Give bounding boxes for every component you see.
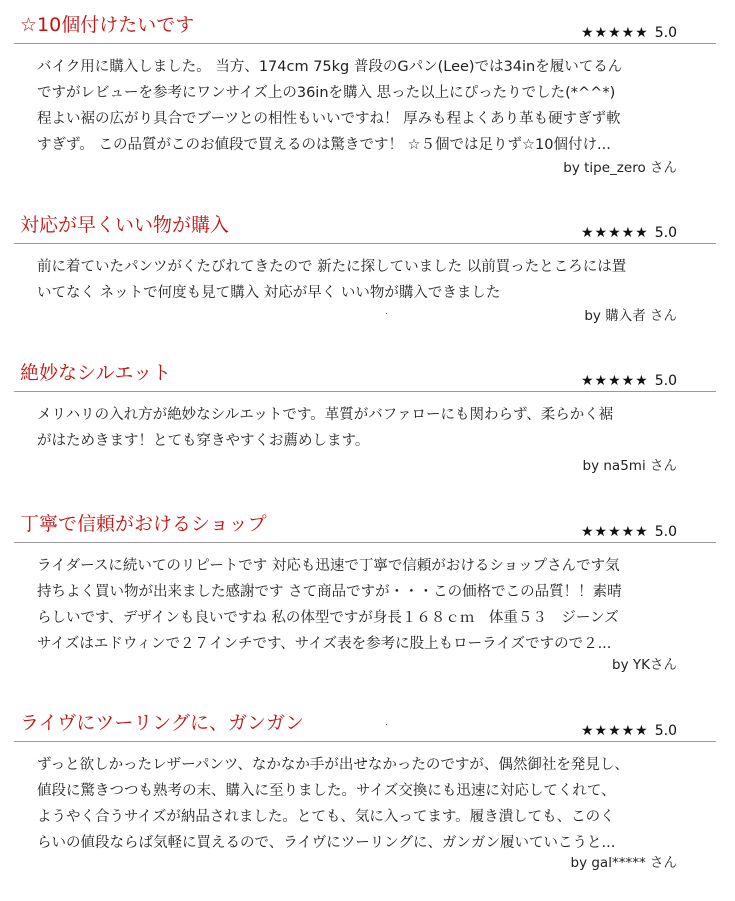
star-rating-icon: ★★★★★ <box>580 25 649 41</box>
review-body-line: バイク用に購入しました。 当方、174cm 75kg 普段のGパン(Lee)では34inを履いてるん <box>37 59 623 75</box>
review-body <box>37 752 687 856</box>
star-rating-icon: ★★★★★ <box>580 524 649 540</box>
star-rating-icon: ★★★★★ <box>580 373 649 389</box>
review-body-line: メリハリの入れ方が絶妙なシルエットです。革質がバファローにも関わらず、柔らかく裾 <box>37 407 614 423</box>
review-author: by tipe_zero さん <box>563 160 677 176</box>
review-body <box>37 54 687 158</box>
review-body-line: 値段に驚きつつも熟考の末、購入に至りました。サイズ交換にも迅速に対応してくれて、 <box>37 783 616 799</box>
review-title: 絶妙なシルエット <box>20 362 172 384</box>
stray-dot <box>386 313 387 314</box>
review-body-line: ライダースに続いてのリピートです 対応も迅速で丁寧で信頼がおけるショップさんです気 <box>37 558 620 574</box>
review-rating <box>581 371 677 391</box>
review-rating <box>581 223 677 243</box>
rating-score: 5.0 <box>654 25 677 41</box>
review-body <box>37 254 687 306</box>
review-rating <box>581 23 677 43</box>
rating-score: 5.0 <box>654 524 677 540</box>
rating-score: 5.0 <box>654 723 677 739</box>
review-body <box>37 553 687 657</box>
divider <box>14 542 716 543</box>
review-body <box>37 402 687 454</box>
review-rating <box>581 522 677 542</box>
stray-dot <box>386 724 387 725</box>
review-rating <box>581 721 677 741</box>
review-body-line: 前に着ていたパンツがくたびれてきたので 新たに探していました 以前買ったところには置 <box>37 259 627 275</box>
review-body-line: ようやく合うサイズが納品されました。とても、気に入ってます。履き潰しても、このく <box>37 809 615 825</box>
review-body-line: らしいです、デザインも良いですね 私の体型ですが身長１６８ｃｍ 体重５３ ジーンズ <box>37 610 619 626</box>
review-body-line: らいの値段ならば気軽に買えるので、ライヴにツーリングに、ガンガン履いていこうと... <box>37 835 616 851</box>
review-body-line: いてなく ネットで何度も見て購入 対応が早く いい物が購入できました <box>37 285 501 301</box>
review-body-line: ずっと欲しかったレザーパンツ、なかなか手が出せなかったのですが、偶然御社を発見し、 <box>37 757 629 773</box>
rating-score: 5.0 <box>654 373 677 389</box>
review-body-line: ですがレビューを参考にワンサイズ上の36inを購入 思った以上にぴったりでした(*^^*) <box>37 85 616 101</box>
divider <box>14 43 716 44</box>
review-author: by na5mi さん <box>582 458 677 474</box>
review-body-line: 持ちよく買い物が出来ました感謝です さて商品ですが・・・この価格でこの品質！！素晴 <box>37 584 622 600</box>
review-author: by 購入者 さん <box>584 308 677 324</box>
review-title: ☆10個付けたいです <box>20 14 195 36</box>
review-title: 対応が早くいい物が購入 <box>20 214 230 236</box>
review-body-line: すぎず。 この品質がこのお値段で買えるのは驚きです！ ☆５個では足りず☆10個付け... <box>37 137 611 153</box>
review-title: 丁寧で信頼がおけるショップ <box>20 513 267 535</box>
review-author: by gal***** さん <box>570 855 677 871</box>
star-rating-icon: ★★★★★ <box>580 225 649 241</box>
review-body-line: がはためきます！とても穿きやすくお薦めします。 <box>37 433 370 449</box>
divider <box>14 741 716 742</box>
star-rating-icon: ★★★★★ <box>580 723 649 739</box>
divider <box>14 243 716 244</box>
review-body-line: 程よい裾の広がり具合でブーツとの相性もいいですね！ 厚みも程よくあり革も硬すぎず軟 <box>37 111 621 127</box>
review-author: by YKさん <box>612 657 677 673</box>
rating-score: 5.0 <box>654 225 677 241</box>
review-body-line: サイズはエドウィンで２７インチです、サイズ表を参考に股上もローライズですので２... <box>37 636 612 652</box>
review-title: ライヴにツーリングに、ガンガン <box>20 712 305 734</box>
divider <box>14 391 716 392</box>
